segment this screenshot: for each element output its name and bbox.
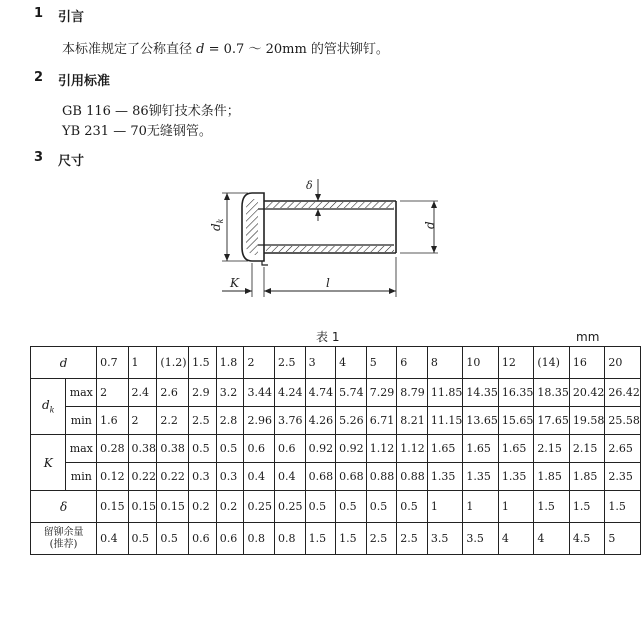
section-title-references: 引用标准	[58, 74, 111, 89]
table-cell: 5	[605, 523, 641, 555]
table-cell: 0.5	[128, 523, 157, 555]
row-param: 留铆余量 (推荐)	[31, 523, 97, 555]
table-cell: 0.4	[275, 463, 306, 491]
table-cell: 13.65	[463, 407, 499, 435]
table-row-delta	[31, 491, 641, 523]
table-cell: 1	[498, 491, 534, 523]
table-cell: 5.74	[336, 379, 367, 407]
table-cell: 18.35	[534, 379, 570, 407]
column-header: 2	[244, 347, 275, 379]
table-cell: 2.9	[189, 379, 217, 407]
label-K: K	[230, 276, 239, 290]
column-header: 6	[397, 347, 428, 379]
table-cell: 2.5	[397, 523, 428, 555]
table-cell: 0.22	[157, 463, 189, 491]
table-cell: 2.15	[534, 435, 570, 463]
label-dk: $d_k$	[209, 218, 225, 231]
reference-item-2: YB 231 — 70无缝钢管。	[62, 124, 212, 139]
table-header-row	[31, 347, 641, 379]
table-cell: 0.88	[397, 463, 428, 491]
table-cell: 2.35	[605, 463, 641, 491]
table-cell: 4.24	[275, 379, 306, 407]
column-header: 16	[569, 347, 605, 379]
table-cell: 1.5	[336, 523, 367, 555]
table-cell: 4	[534, 523, 570, 555]
table-row	[31, 463, 641, 491]
row-sub-label: max	[66, 379, 97, 407]
table-cell: 25.58	[605, 407, 641, 435]
table-cell: 0.6	[275, 435, 306, 463]
table-cell: 3.5	[463, 523, 499, 555]
table-cell: 1.6	[97, 407, 128, 435]
table-cell: 1.85	[534, 463, 570, 491]
column-header: 12	[498, 347, 534, 379]
column-header: (14)	[534, 347, 570, 379]
column-header: 5	[366, 347, 397, 379]
table-cell: 0.5	[305, 491, 336, 523]
table-cell: 0.3	[216, 463, 244, 491]
table-cell: 0.6	[189, 523, 217, 555]
table-cell: 16.35	[498, 379, 534, 407]
reference-item-1: GB 116 — 86铆钉技术条件；	[62, 104, 240, 119]
table-row	[31, 407, 641, 435]
table-cell: 2.65	[605, 435, 641, 463]
rivet-drawing	[200, 175, 460, 305]
section-title-intro: 引言	[58, 10, 85, 25]
table-cell: 1.5	[569, 491, 605, 523]
table-cell: 8.21	[397, 407, 428, 435]
table-cell: 0.5	[366, 491, 397, 523]
column-header: 20	[605, 347, 641, 379]
column-header: 1	[128, 347, 157, 379]
row-param: K	[31, 435, 66, 491]
table-cell: 0.68	[305, 463, 336, 491]
table-cell: 19.58	[569, 407, 605, 435]
table-cell: 1.35	[427, 463, 463, 491]
table-cell: 0.2	[189, 491, 217, 523]
table-cell: 0.38	[128, 435, 157, 463]
table-cell: 0.25	[244, 491, 275, 523]
table-cell: 1.65	[498, 435, 534, 463]
table-cell: 0.2	[216, 491, 244, 523]
table-row	[31, 379, 641, 407]
table-cell: 2.96	[244, 407, 275, 435]
table-cell: 4.5	[569, 523, 605, 555]
table-cell: 1.12	[397, 435, 428, 463]
label-d: d	[423, 221, 437, 229]
table-cell: 1	[427, 491, 463, 523]
section-title-dimensions: 尺寸	[58, 154, 85, 169]
table-cell: 26.42	[605, 379, 641, 407]
table-cell: 0.5	[157, 523, 189, 555]
table-row-allowance	[31, 523, 641, 555]
table-cell: 0.6	[244, 435, 275, 463]
table-caption: 表 1	[316, 330, 340, 344]
table-cell: 0.38	[157, 435, 189, 463]
column-header: 1.8	[216, 347, 244, 379]
table-cell: 2.8	[216, 407, 244, 435]
table-cell: 2	[128, 407, 157, 435]
table-cell: 11.15	[427, 407, 463, 435]
table-cell: 17.65	[534, 407, 570, 435]
label-delta: δ	[306, 179, 313, 192]
table-cell: 0.3	[189, 463, 217, 491]
table-cell: 1.65	[427, 435, 463, 463]
intro-text-after: = 0.7 ～ 20mm 的管状铆钉。	[208, 42, 389, 57]
table-cell: 0.12	[97, 463, 128, 491]
intro-symbol: d	[196, 42, 205, 57]
table-cell: 2.6	[157, 379, 189, 407]
table-cell: 14.35	[463, 379, 499, 407]
table-cell: 6.71	[366, 407, 397, 435]
table-cell: 0.92	[336, 435, 367, 463]
row-param: $d_k$	[31, 379, 66, 435]
table-cell: 1.35	[498, 463, 534, 491]
table-cell: 0.28	[97, 435, 128, 463]
row-sub-label: min	[66, 407, 97, 435]
column-header: 3	[305, 347, 336, 379]
table-row	[31, 435, 641, 463]
column-header: 10	[463, 347, 499, 379]
table-cell: 1.12	[366, 435, 397, 463]
intro-text-before: 本标准规定了公称直径	[62, 42, 193, 57]
table-cell: 0.6	[216, 523, 244, 555]
header-label: d	[31, 347, 97, 379]
section-number-1: 1	[34, 6, 44, 21]
table-cell: 20.42	[569, 379, 605, 407]
table-cell: 1.5	[534, 491, 570, 523]
table-cell: 0.4	[97, 523, 128, 555]
table-cell: 0.88	[366, 463, 397, 491]
column-header: 0.7	[97, 347, 128, 379]
table-cell: 0.15	[128, 491, 157, 523]
table-cell: 3.44	[244, 379, 275, 407]
table-cell: 0.92	[305, 435, 336, 463]
table-cell: 3.2	[216, 379, 244, 407]
table-cell: 0.5	[397, 491, 428, 523]
table-cell: 0.15	[157, 491, 189, 523]
table-cell: 0.22	[128, 463, 157, 491]
table-cell: 0.4	[244, 463, 275, 491]
row-param: δ	[31, 491, 97, 523]
column-header: 1.5	[189, 347, 217, 379]
table-cell: 0.8	[244, 523, 275, 555]
table-cell: 2.5	[189, 407, 217, 435]
table-cell: 4.26	[305, 407, 336, 435]
table-cell: 0.5	[336, 491, 367, 523]
intro-paragraph	[62, 38, 389, 57]
table-cell: 4.74	[305, 379, 336, 407]
table-cell: 2.5	[366, 523, 397, 555]
row-sub-label: min	[66, 463, 97, 491]
table-cell: 11.85	[427, 379, 463, 407]
section-number-3: 3	[34, 150, 44, 165]
table-cell: 1.5	[605, 491, 641, 523]
table-cell: 0.8	[275, 523, 306, 555]
table-cell: 3.76	[275, 407, 306, 435]
table-cell: 1.65	[463, 435, 499, 463]
dimensions-table	[30, 346, 641, 555]
row-sub-label: max	[66, 435, 97, 463]
table-cell: 0.25	[275, 491, 306, 523]
label-l: l	[326, 276, 330, 290]
table-cell: 15.65	[498, 407, 534, 435]
table-cell: 1	[463, 491, 499, 523]
table-cell: 0.5	[189, 435, 217, 463]
table-cell: 2.4	[128, 379, 157, 407]
column-header: (1.2)	[157, 347, 189, 379]
table-cell: 8.79	[397, 379, 428, 407]
table-cell: 5.26	[336, 407, 367, 435]
table-cell: 2.2	[157, 407, 189, 435]
column-header: 8	[427, 347, 463, 379]
table-cell: 3.5	[427, 523, 463, 555]
table-cell: 0.15	[97, 491, 128, 523]
table-cell: 1.85	[569, 463, 605, 491]
table-cell: 1.5	[305, 523, 336, 555]
column-header: 2.5	[275, 347, 306, 379]
table-cell: 2	[97, 379, 128, 407]
section-number-2: 2	[34, 70, 44, 85]
table-cell: 0.68	[336, 463, 367, 491]
table-cell: 2.15	[569, 435, 605, 463]
column-header: 4	[336, 347, 367, 379]
table-cell: 4	[498, 523, 534, 555]
table-unit: mm	[576, 330, 600, 344]
table-cell: 0.5	[216, 435, 244, 463]
table-cell: 7.29	[366, 379, 397, 407]
table-cell: 1.35	[463, 463, 499, 491]
